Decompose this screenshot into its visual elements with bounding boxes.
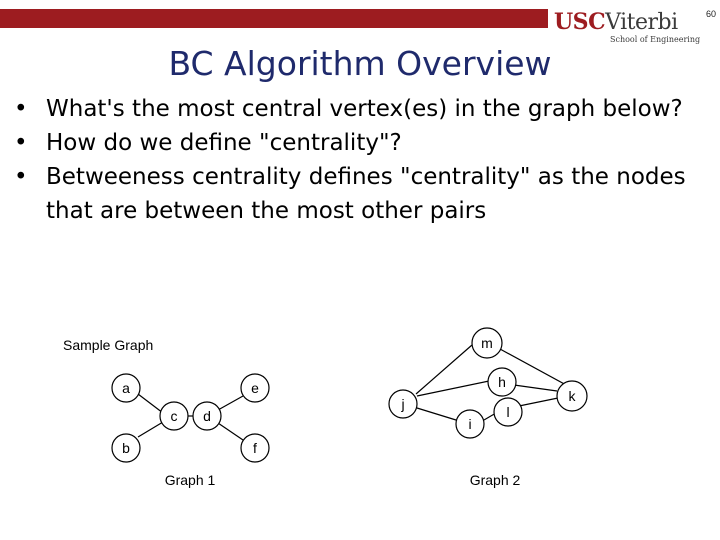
node-label-i: i (468, 416, 472, 432)
edge-d-f (218, 423, 243, 440)
node-label-k: k (568, 388, 576, 404)
node-label-l: l (506, 404, 510, 420)
slide-number: 60 (705, 9, 716, 19)
logo-subtitle: School of Engineering (610, 35, 701, 44)
graph1-nodes (112, 374, 269, 462)
node-label-a: a (122, 380, 130, 396)
slide-title: BC Algorithm Overview (168, 44, 552, 83)
edge-h-k (514, 385, 557, 391)
node-label-e: e (251, 380, 259, 396)
logo-primary: USC (554, 9, 606, 35)
node-label-j: j (401, 396, 405, 412)
graph1-edges (138, 394, 243, 440)
node-label-m: m (481, 335, 493, 351)
graph2-label: Graph 2 (469, 472, 521, 488)
node-label-d: d (203, 408, 211, 424)
edge-l-k (519, 398, 558, 406)
node-label-c: c (170, 408, 178, 424)
edge-d-e (218, 396, 243, 410)
edge-a-c (138, 394, 163, 413)
edge-j-i (417, 408, 456, 420)
diagram-caption: Sample Graph (63, 337, 154, 353)
edge-b-c (138, 422, 163, 437)
bullet-item: • How do we define "centrality"? (14, 126, 704, 160)
node-label-h: h (498, 374, 506, 390)
bullet-item: • What's the most central vertex(es) in the graph below? (14, 92, 704, 126)
node-label-f: f (253, 440, 257, 456)
node-label-b: b (122, 440, 130, 456)
logo-secondary: Viterbi (605, 10, 678, 35)
bullet-item: • Betweeness centrality defines "centrality" as the nodes that are between the most other pairs (14, 160, 704, 228)
graph1-label: Graph 1 (164, 472, 216, 488)
